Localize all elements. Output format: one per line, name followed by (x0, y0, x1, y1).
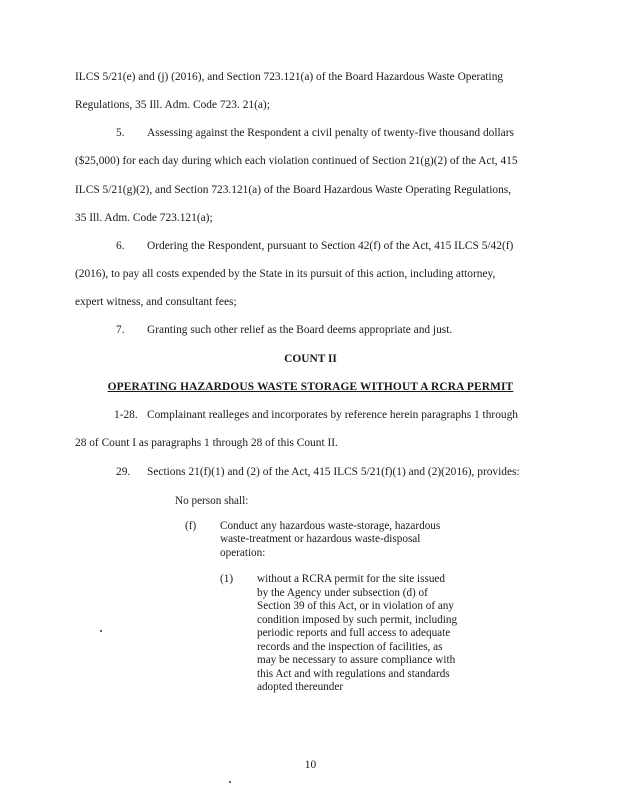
count-title: COUNT II (284, 353, 337, 365)
quote-1-line: may be necessary to assure compliance with (257, 654, 456, 666)
quote-1-line: records and the inspection of facilities, as (257, 641, 443, 653)
quote-1-line: by the Agency under subsection (d) of (257, 587, 428, 599)
para1-28-number: 1-28. (114, 409, 138, 421)
para6-line2: (2016), to pay all costs expended by the State in its pursuit of this action, including attorney, (75, 268, 496, 280)
quote-1-line: adopted thereunder (257, 681, 344, 693)
quote-intro: No person shall: (175, 495, 249, 507)
quote-1-label: (1) (220, 573, 234, 585)
para29-number: 29. (116, 466, 131, 478)
para6-number: 6. (116, 240, 125, 252)
para5-line2: ($25,000) for each day during which each violation continued of Section 21(g)(2) of the Act, 415 (75, 155, 518, 167)
quote-1-line: this Act and with regulations and standards (257, 668, 450, 680)
para5-number: 5. (116, 127, 125, 139)
para4-line2: Regulations, 35 Ill. Adm. Code 723. 21(a); (75, 99, 270, 111)
count-heading: OPERATING HAZARDOUS WASTE STORAGE WITHOUT A RCRA PERMIT (107, 381, 514, 393)
para7-number: 7. (116, 324, 125, 336)
para6-line1: Ordering the Respondent, pursuant to Section 42(f) of the Act, 415 ILCS 5/42(f) (147, 240, 514, 252)
para5-line1: Assessing against the Respondent a civil penalty of twenty-five thousand dollars (147, 127, 514, 139)
para7-line1: Granting such other relief as the Board deems appropriate and just. (147, 324, 453, 336)
para6-line3: expert witness, and consultant fees; (75, 296, 237, 308)
scan-speck (100, 630, 102, 632)
para4-line1: ILCS 5/21(e) and (j) (2016), and Section 723.121(a) of the Board Hazardous Waste Operating (75, 71, 504, 83)
quote-f-line: waste-treatment or hazardous waste-disposal (220, 533, 421, 545)
para1-28-line1: Complainant realleges and incorporates by reference herein paragraphs 1 through (147, 409, 518, 421)
quote-1-line: condition imposed by such permit, including (257, 614, 458, 626)
page-number: 10 (304, 759, 317, 771)
para5-line4: 35 Ill. Adm. Code 723.121(a); (75, 212, 213, 224)
quote-1-line: periodic reports and full access to adequate (257, 627, 451, 639)
para5-line3: ILCS 5/21(g)(2), and Section 723.121(a) of the Board Hazardous Waste Operating Regulations, (75, 184, 512, 196)
quote-f-line: operation: (220, 547, 266, 559)
quote-1-line: Section 39 of this Act, or in violation of any (257, 600, 454, 612)
para29-line1: Sections 21(f)(1) and (2) of the Act, 415 ILCS 5/21(f)(1) and (2)(2016), provides: (147, 466, 520, 478)
para1-28-line2: 28 of Count I as paragraphs 1 through 28 of this Count II. (75, 437, 338, 449)
scan-speck (229, 781, 231, 783)
quote-1-line: without a RCRA permit for the site issued (257, 573, 445, 585)
quote-f-line: Conduct any hazardous waste-storage, hazardous (220, 520, 441, 532)
quote-f-label: (f) (185, 520, 197, 532)
